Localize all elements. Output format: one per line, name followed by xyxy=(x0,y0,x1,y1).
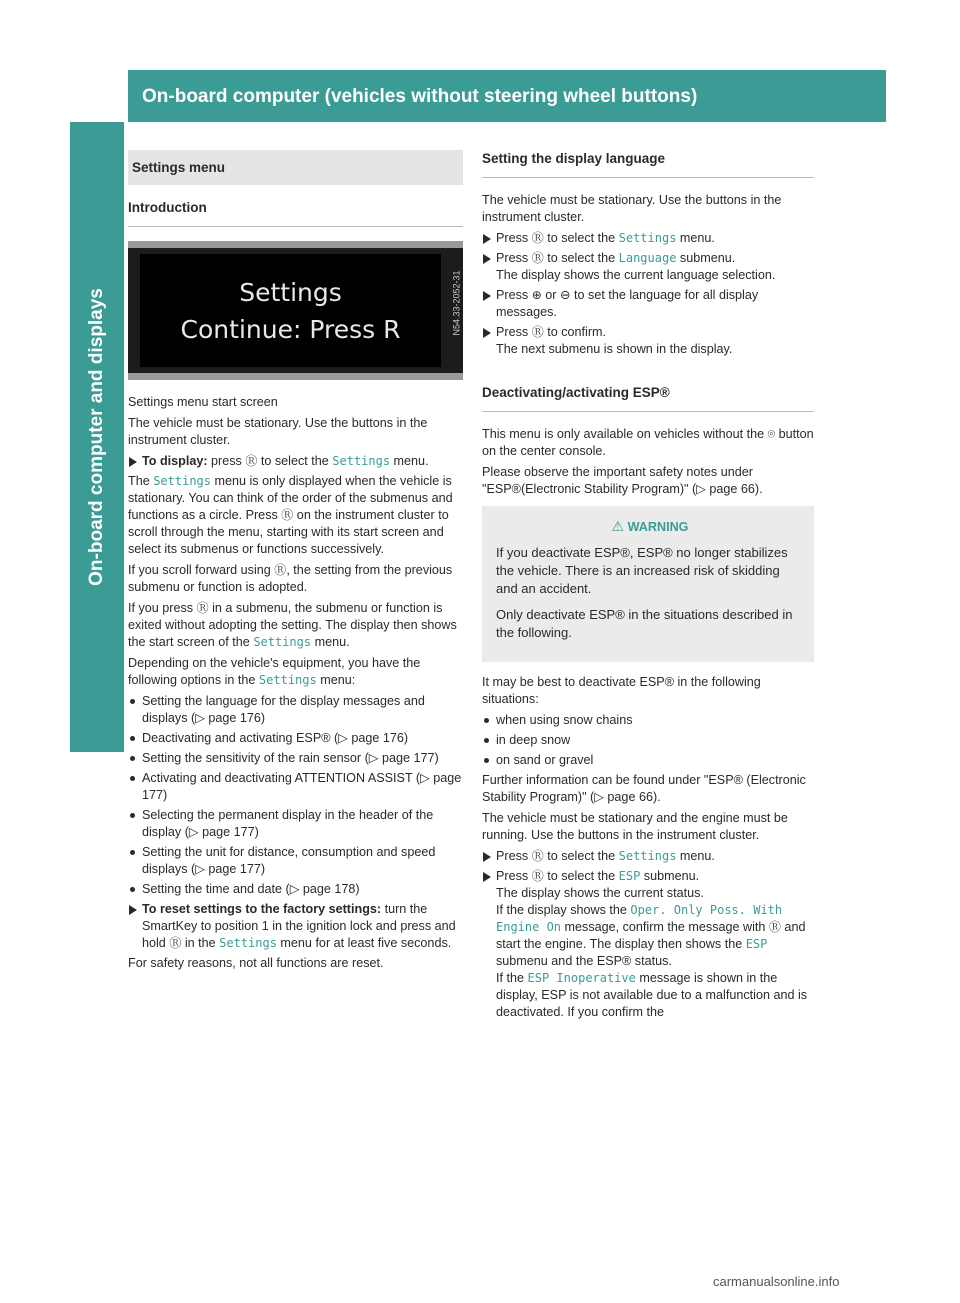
text: If the display shows the xyxy=(496,903,631,917)
subsection-heading: Deactivating/activating ESP® xyxy=(482,384,814,412)
instruction-step xyxy=(128,453,463,470)
paragraph: The vehicle must be stationary. Use the buttons in the instrument cluster. xyxy=(482,193,782,224)
text: message, confirm the message with xyxy=(561,920,769,934)
menu-name: Settings xyxy=(153,474,211,488)
side-section-title: On-board computer and displays xyxy=(86,288,107,586)
instruction-step xyxy=(482,230,814,247)
subsection-heading: Introduction xyxy=(128,199,463,227)
list-item: Activating and deactivating ATTENTION ASSIST (▷ page 177) xyxy=(128,770,463,804)
list-item: when using snow chains xyxy=(482,712,814,729)
paragraph xyxy=(128,600,463,651)
step-lead: To reset settings to the factory settings: xyxy=(142,902,382,916)
paragraph xyxy=(128,562,463,596)
text: to select the xyxy=(543,251,619,265)
paragraph: The vehicle must be stationary and the engine must be running. Use the buttons in the instrument cluster. xyxy=(482,811,788,842)
display-screen xyxy=(140,254,441,367)
r-button-icon: Ⓡ xyxy=(169,936,182,950)
text: menu for at least five seconds. xyxy=(276,936,452,950)
menu-name: Settings xyxy=(618,849,677,863)
list-item: Setting the sensitivity of the rain sensor (▷ page 177) xyxy=(128,750,463,767)
menu-name: Settings xyxy=(253,635,312,649)
paragraph: Please observe the important safety notes under "ESP®(Electronic Stability Program)" (▷ page 66). xyxy=(482,465,763,496)
plus-button-icon: ⊕ xyxy=(531,288,542,302)
menu-name: Settings xyxy=(618,231,677,245)
text: press xyxy=(207,454,246,468)
menu-name: ESP xyxy=(618,869,641,883)
r-button-icon: Ⓡ xyxy=(768,920,781,934)
page-header-title: On-board computer (vehicles without steering wheel buttons) xyxy=(142,86,698,107)
paragraph: For safety reasons, not all functions are reset. xyxy=(128,956,384,970)
text: to select the xyxy=(543,849,619,863)
text: Press xyxy=(496,869,532,883)
paragraph: Further information can be found under "ESP® (Electronic Stability Program)" (▷ page 66). xyxy=(482,773,806,804)
r-button-icon: Ⓡ xyxy=(281,508,294,522)
figure-caption: Settings menu start screen xyxy=(128,395,278,409)
instrument-display-figure xyxy=(128,241,463,380)
step-result xyxy=(496,902,814,970)
list-item: Setting the time and date (▷ page 178) xyxy=(128,881,463,898)
paragraph xyxy=(128,473,463,558)
text: to select the xyxy=(543,869,619,883)
text: turn the SmartKey to position 1 in the ignition lock and press and hold xyxy=(142,902,456,950)
menu-name: Settings xyxy=(258,673,317,687)
text: Press xyxy=(496,849,532,863)
text: menu: xyxy=(316,673,356,687)
list-item: on sand or gravel xyxy=(482,752,814,769)
text: menu. xyxy=(676,849,715,863)
page-number: 176 xyxy=(70,86,104,107)
step-result: The display shows the current language selection. xyxy=(496,268,776,282)
step-lead: To display: xyxy=(142,454,208,468)
menu-name: ESP Inoperative xyxy=(527,971,636,985)
list-item: in deep snow xyxy=(482,732,814,749)
warning-heading xyxy=(496,518,804,536)
section-heading: Settings menu xyxy=(128,150,463,185)
text: Press xyxy=(496,231,532,245)
r-button-icon: Ⓡ xyxy=(196,601,209,615)
paragraph: The vehicle must be stationary. Use the buttons in the instrument cluster. xyxy=(128,416,428,447)
warning-title: WARNING xyxy=(627,520,689,534)
subsection-heading: Setting the display language xyxy=(482,150,814,178)
r-button-icon: Ⓡ xyxy=(531,849,544,863)
text: submenu. xyxy=(676,251,736,265)
instruction-step xyxy=(482,287,814,321)
step-result xyxy=(496,970,814,1021)
text: The xyxy=(128,474,154,488)
list-item: Selecting the permanent display in the header of the display (▷ page 177) xyxy=(128,807,463,841)
menu-name: Language xyxy=(618,251,677,265)
menu-name: Settings xyxy=(219,936,277,950)
watermark[interactable]: carmanualsonline.info xyxy=(713,1274,840,1289)
text: menu. xyxy=(311,635,350,649)
instruction-step xyxy=(128,901,463,952)
paragraph: It may be best to deactivate ESP® in the following situations: xyxy=(482,675,761,706)
display-line-1: Settings xyxy=(239,278,342,307)
text: If you scroll forward using xyxy=(128,563,275,577)
list-item: Setting the unit for distance, consumption and speed displays (▷ page 177) xyxy=(128,844,463,878)
warning-text: If you deactivate ESP®, ESP® no longer stabilizes the vehicle. There is an increased risk of skidding and an accident. xyxy=(496,545,788,596)
list-item: Setting the language for the display messages and displays (▷ page 176) xyxy=(128,693,463,727)
text: to select the xyxy=(543,231,619,245)
text: submenu and the ESP® status. xyxy=(496,954,672,968)
right-column xyxy=(482,150,814,1024)
step-result: The display shows the current status. xyxy=(496,886,704,900)
menu-name: Oper. Only Poss. With Engine On xyxy=(496,903,783,934)
text: on the instrument cluster to scroll through the menu, starting with its start screen and select its submenus or functions successively. xyxy=(128,508,449,556)
text: message is shown in the display, ESP is not available due to a malfunction and is deactivated. If you confirm the xyxy=(496,971,808,1019)
menu-name: ESP xyxy=(745,937,768,951)
text: menu is only displayed when the vehicle is stationary. You can think of the order of the submenus and functions as a circle. Press xyxy=(128,474,453,522)
text: menu. xyxy=(676,231,715,245)
r-button-icon: Ⓡ xyxy=(274,563,287,577)
display-line-2: Continue: Press R xyxy=(180,315,401,344)
instruction-step xyxy=(482,868,814,1021)
text: If the xyxy=(496,971,528,985)
text: to select the xyxy=(257,454,333,468)
text: If you press xyxy=(128,601,197,615)
text: in a submenu, the submenu or function is exited without adopting the setting. The display then shows the start screen of the xyxy=(128,601,457,649)
text: Press xyxy=(496,325,532,339)
paragraph: This menu is only available on vehicles without the ⌾ button on the center console. xyxy=(482,427,814,458)
warning-triangle-icon: ⚠ xyxy=(611,518,625,534)
text: ⊖ to set the language for all display messages. xyxy=(496,288,759,319)
text: Press xyxy=(496,251,532,265)
warning-text: Only deactivate ESP® in the situations described in the following. xyxy=(496,607,793,640)
list-item: Deactivating and activating ESP® (▷ page 176) xyxy=(128,730,463,747)
instruction-step xyxy=(482,848,814,865)
paragraph xyxy=(128,655,463,689)
text: Press xyxy=(496,288,532,302)
text: or xyxy=(541,288,560,302)
r-button-icon: Ⓡ xyxy=(531,251,544,265)
instruction-step xyxy=(482,250,814,284)
text: and start the engine. The display then shows the xyxy=(496,920,806,951)
left-column xyxy=(128,150,463,976)
r-button-icon: Ⓡ xyxy=(245,454,258,468)
figure-code: N54.33-2052-31 xyxy=(451,270,462,336)
text: Depending on the vehicle's equipment, you have the following options in the xyxy=(128,656,421,687)
menu-name: Settings xyxy=(332,454,391,468)
warning-box xyxy=(482,506,814,662)
r-button-icon: Ⓡ xyxy=(531,325,544,339)
text: in the xyxy=(181,936,220,950)
text: , the setting from the previous submenu or function is adopted. xyxy=(128,563,453,594)
text: submenu. xyxy=(640,869,700,883)
instruction-step xyxy=(482,324,814,358)
text: to confirm. xyxy=(543,325,607,339)
r-button-icon: Ⓡ xyxy=(531,231,544,245)
step-result: The next submenu is shown in the display. xyxy=(496,342,733,356)
text: menu. xyxy=(390,454,429,468)
r-button-icon: Ⓡ xyxy=(531,869,544,883)
